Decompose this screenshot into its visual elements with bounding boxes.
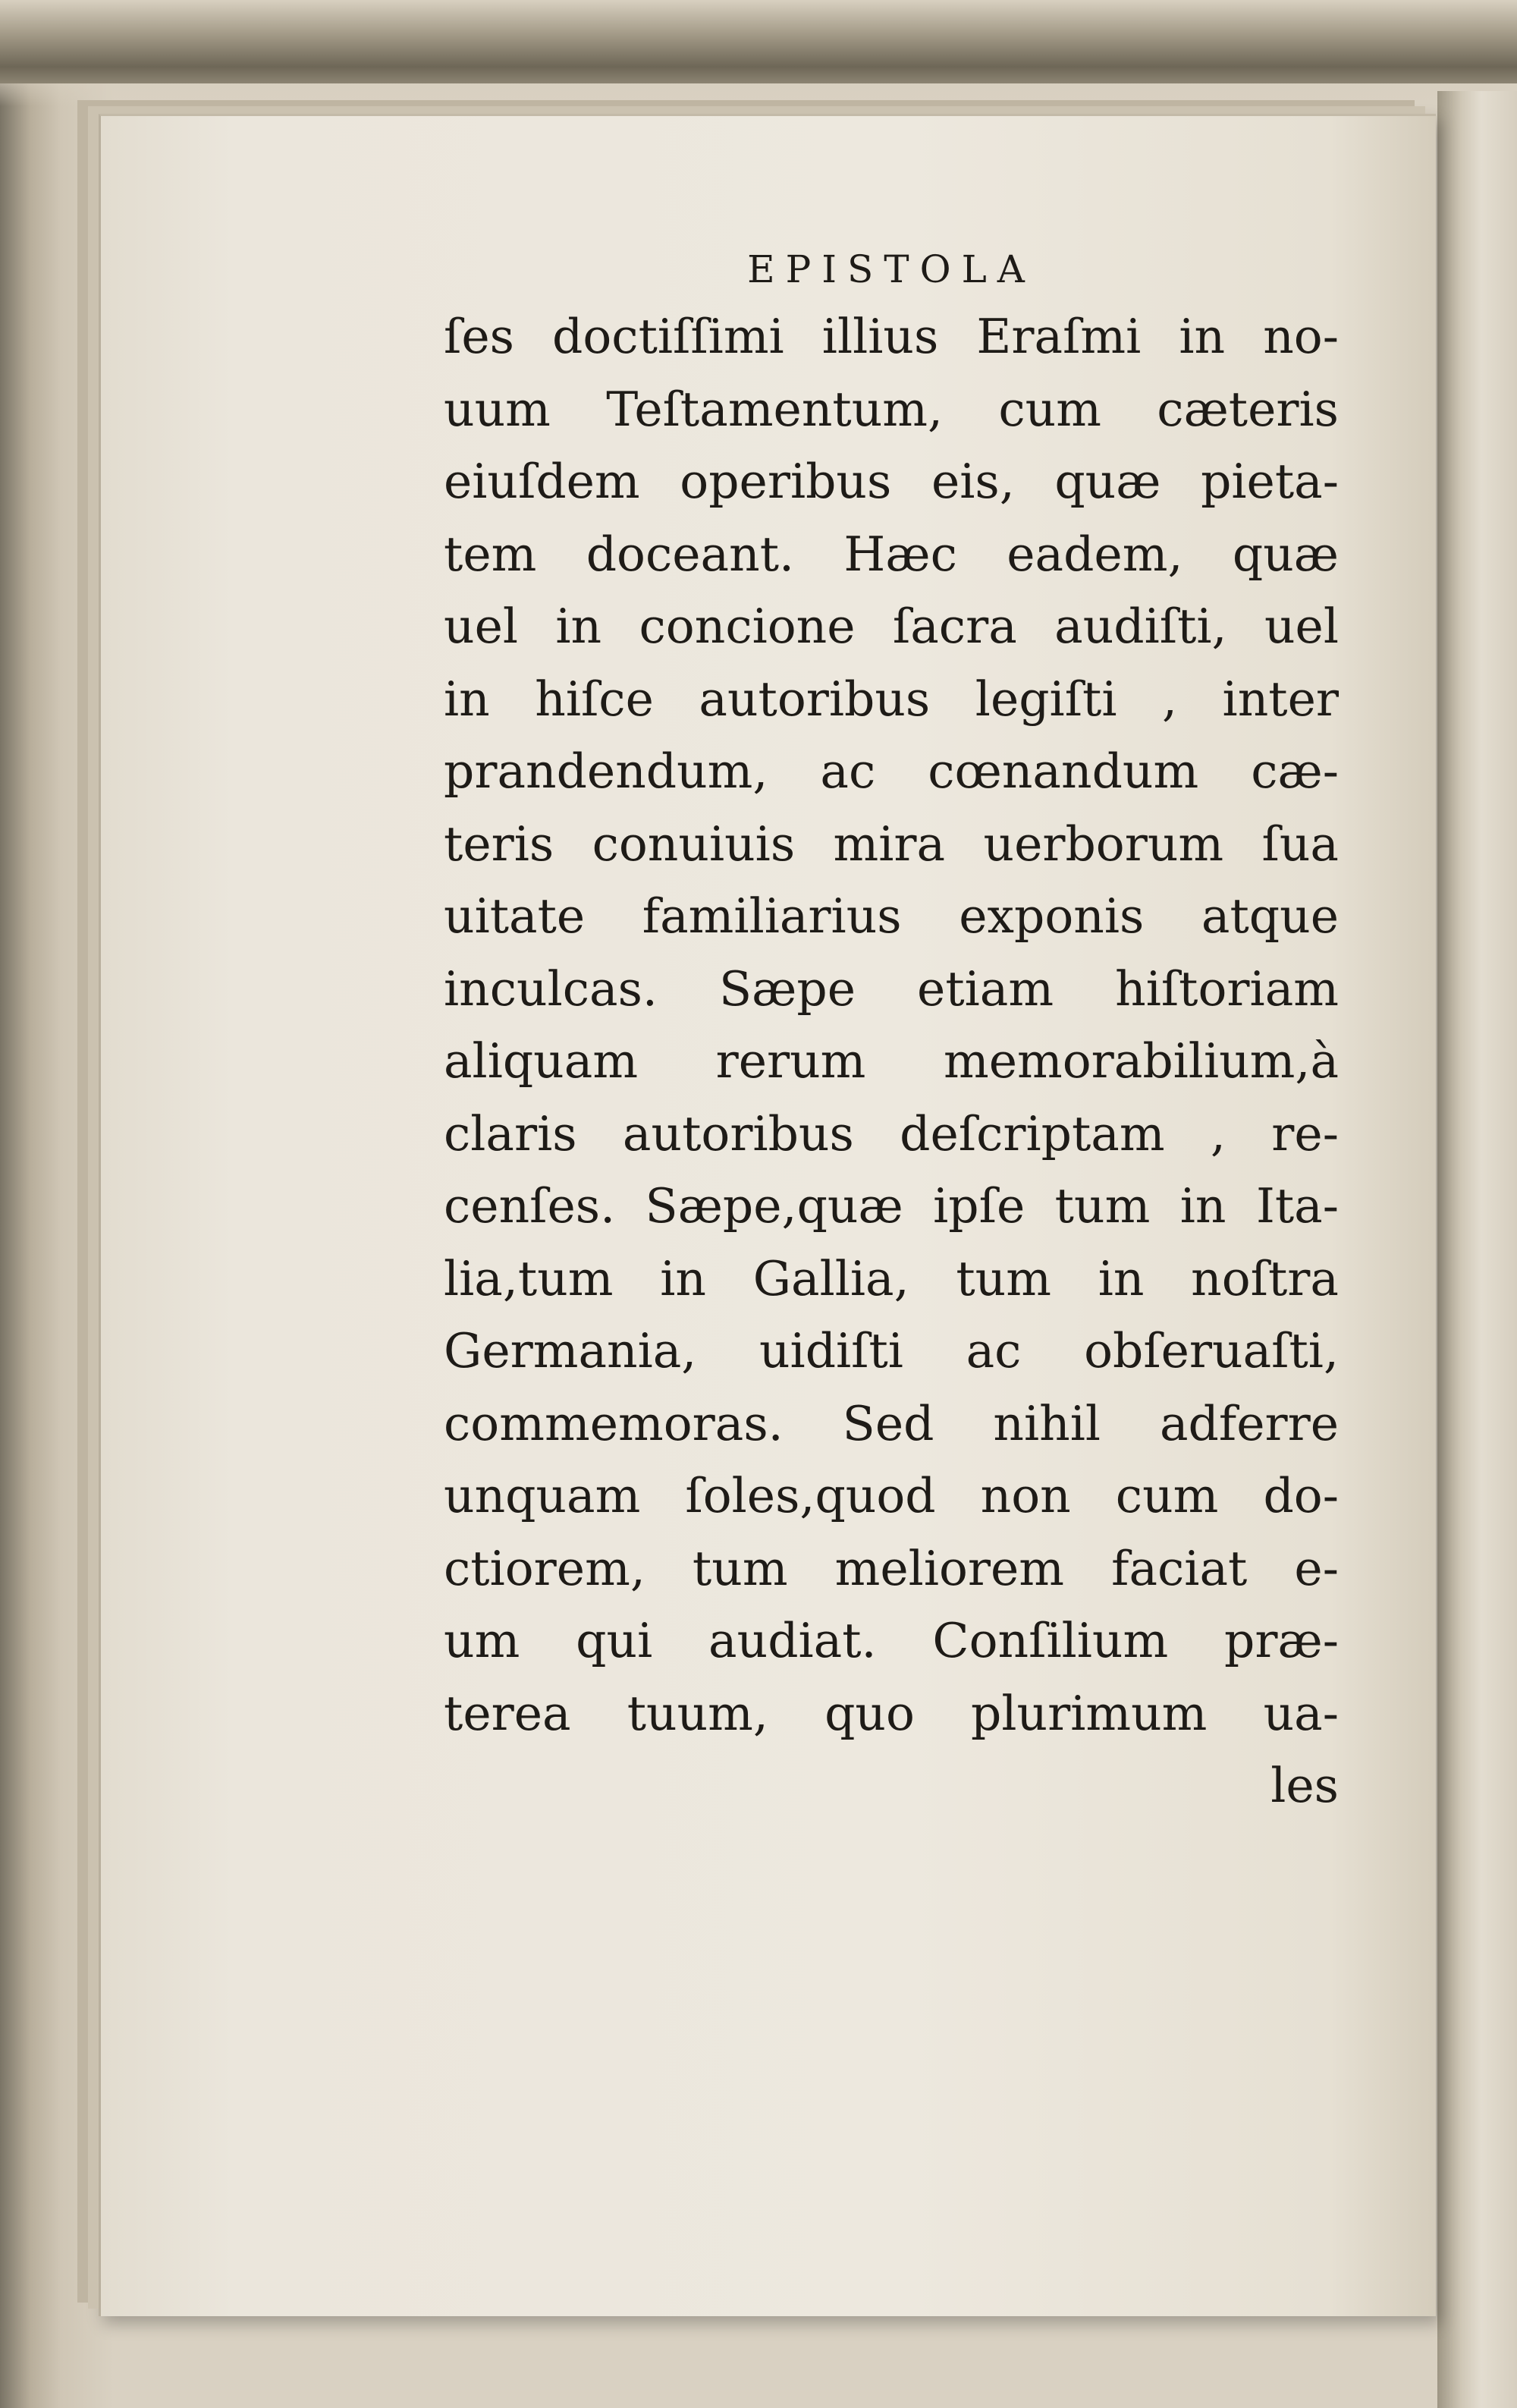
book-top-edge (0, 0, 1517, 83)
text-line: unquam ſoles,quod non cum do- (444, 1468, 1339, 1523)
text-block (444, 243, 1339, 1822)
text-line: lia,tum in Gallia, tum in noſtra (444, 1250, 1339, 1306)
text-line: cenſes. Sæpe,quæ ipſe tum in Ita- (444, 1178, 1339, 1234)
running-header: EPISTOLA (747, 247, 1035, 291)
text-line: ctiorem, tum meliorem faciat e- (444, 1540, 1339, 1596)
text-line: uitate familiarius exponis atque (444, 888, 1339, 944)
body-text (444, 300, 1339, 1822)
facing-page-edge (1437, 91, 1517, 2408)
text-line: um qui audiat. Conſilium præ- (444, 1613, 1339, 1668)
text-line: tem doceant. Hæc eadem, quæ (444, 526, 1339, 582)
text-line: in hiſce autoribus legiſti , inter (444, 671, 1339, 727)
text-line: Germania, uidiſti ac obſeruaſti, (444, 1323, 1339, 1378)
catchword: les (1270, 1758, 1339, 1813)
text-line: uel in concione ſacra audiſti, uel (444, 599, 1339, 654)
text-line: teris conuiuis mira uerborum ſua (444, 816, 1339, 872)
text-line: commemoras. Sed nihil adferre (444, 1395, 1339, 1451)
text-line: claris autoribus deſcriptam , re- (444, 1105, 1339, 1162)
text-line: ſes doctiſſimi illius Eraſmi in no- (444, 309, 1339, 364)
text-line: eiuſdem operibus eis, quæ pieta- (444, 454, 1339, 509)
text-line: inculcas. Sæpe etiam hiſtoriam (444, 960, 1339, 1017)
text-line: aliquam rerum memorabilium,à (444, 1033, 1339, 1089)
text-line: terea tuum, quo plurimum ua- (444, 1685, 1339, 1741)
text-line: prandendum, ac cœnandum cæ- (444, 743, 1339, 799)
text-line: uum Teſtamentum, cum cæteris (444, 381, 1339, 437)
